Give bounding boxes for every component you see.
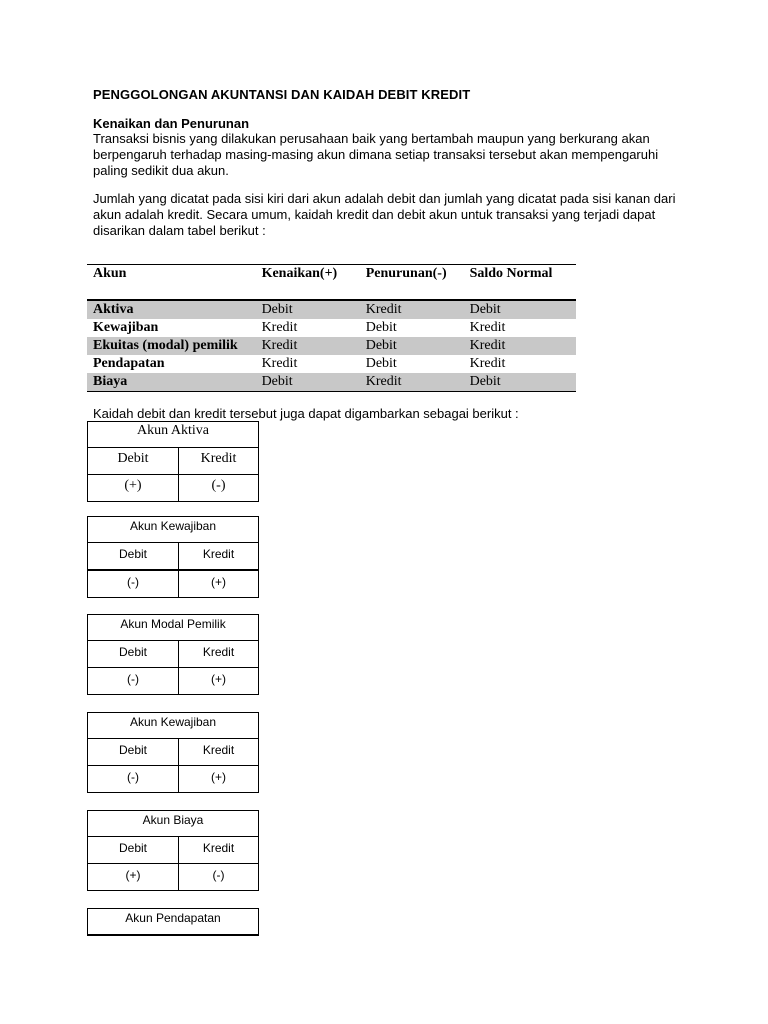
t-account-biaya	[87, 810, 259, 891]
t-account-kewajiban	[87, 516, 259, 598]
debit-label: Debit	[88, 837, 179, 863]
t-account-title: Akun Kewajiban	[88, 713, 258, 739]
t-account-sign-row	[88, 667, 258, 694]
cell-decrease: Debit	[360, 337, 464, 355]
cell-decrease: Kredit	[360, 300, 464, 319]
paragraph-transactions: Transaksi bisnis yang dilakukan perusahaan baik yang bertambah maupun yang berkurang akan berpengaruh terhadap masing-masing akun dimana setiap transaksi tersebut akan mempengaruhi paling sedikit dua akun.	[93, 131, 659, 178]
debit-credit-rules-table	[87, 264, 576, 392]
cell-account: Aktiva	[87, 300, 256, 319]
header-penurunan: Penurunan(-)	[360, 265, 464, 301]
cell-increase: Debit	[256, 373, 360, 392]
debit-sign: (+)	[88, 864, 179, 890]
t-account-label-row	[88, 641, 258, 667]
cell-account: Kewajiban	[93, 320, 159, 335]
debit-label: Debit	[88, 739, 179, 765]
cell-decrease: Debit	[365, 356, 397, 371]
cell-account: Biaya	[87, 373, 256, 392]
t-account-title: Akun Kewajiban	[88, 517, 258, 543]
cell-account: Ekuitas (modal) pemilik	[87, 337, 256, 355]
t-account-title: Akun Modal Pemilik	[88, 615, 258, 641]
paragraph-debit-credit: Jumlah yang dicatat pada sisi kiri dari akun adalah debit dan jumlah yang dicatat pada sisi kanan dari akun adalah kredit. Secara umum, kaidah kredit dan debit akun untuk transaksi yang terjadi dapat disarikan dalam tabel berikut :	[93, 191, 676, 238]
cell-normal-balance: Kredit	[464, 337, 576, 355]
cell-decrease: Kredit	[360, 373, 464, 392]
t-account-sign-row	[88, 765, 258, 792]
kredit-sign: (-)	[211, 478, 226, 493]
t-account-label-row	[88, 448, 258, 474]
cell-normal-balance: Kredit	[469, 356, 506, 371]
kredit-label: Kredit	[202, 841, 235, 855]
kredit-label: Kredit	[202, 743, 235, 757]
t-account-sign-row	[88, 569, 258, 597]
kredit-label: Kredit	[202, 645, 235, 659]
cell-increase: Kredit	[261, 356, 298, 371]
t-account-label-row	[88, 837, 258, 863]
cell-increase: Kredit	[256, 337, 360, 355]
t-account-title: Akun Aktiva	[88, 422, 258, 448]
cell-increase: Debit	[256, 300, 360, 319]
table-row	[87, 355, 576, 373]
t-account-sign-row	[88, 863, 258, 890]
table-row	[87, 300, 576, 319]
t-account-title: Akun Biaya	[88, 811, 258, 837]
t-account-sign-row	[88, 474, 258, 501]
debit-label: Debit	[88, 543, 179, 569]
debit-label: Debit	[88, 448, 179, 474]
t-account-label-row	[88, 739, 258, 765]
header-akun: Akun	[87, 265, 256, 301]
header-kenaikan: Kenaikan(+)	[256, 265, 360, 301]
cell-normal-balance: Debit	[464, 300, 576, 319]
kredit-label: Kredit	[200, 451, 237, 466]
kredit-sign: (+)	[211, 672, 226, 686]
table-header-row	[87, 265, 576, 301]
debit-sign: (-)	[88, 571, 179, 597]
t-account-aktiva	[87, 421, 259, 502]
cell-normal-balance: Kredit	[469, 320, 506, 335]
kredit-label: Kredit	[202, 547, 235, 561]
debit-sign: (+)	[88, 475, 179, 501]
t-account-label-row	[88, 543, 258, 569]
table-row	[87, 319, 576, 337]
t-account-pendapatan	[87, 908, 259, 936]
table-row	[87, 337, 576, 355]
kredit-sign: (-)	[212, 868, 225, 882]
t-account-title: Akun Pendapatan	[88, 909, 258, 935]
kredit-sign: (+)	[211, 575, 226, 589]
document-title: PENGGOLONGAN AKUNTANSI DAN KAIDAH DEBIT KREDIT	[93, 87, 471, 102]
t-account-intro: Kaidah debit dan kredit tersebut juga dapat digambarkan sebagai berikut :	[93, 406, 519, 421]
t-account-modal-pemilik	[87, 614, 259, 695]
table-row	[87, 373, 576, 392]
debit-label: Debit	[88, 641, 179, 667]
t-account-kewajiban-2	[87, 712, 259, 793]
debit-sign: (-)	[88, 766, 179, 792]
cell-account: Pendapatan	[93, 356, 165, 371]
section-heading: Kenaikan dan Penurunan	[93, 116, 250, 131]
cell-decrease: Debit	[365, 320, 397, 335]
header-saldo-normal: Saldo Normal	[464, 265, 576, 301]
cell-increase: Kredit	[261, 320, 298, 335]
kredit-sign: (+)	[211, 770, 226, 784]
debit-sign: (-)	[88, 668, 179, 694]
cell-normal-balance: Debit	[464, 373, 576, 392]
